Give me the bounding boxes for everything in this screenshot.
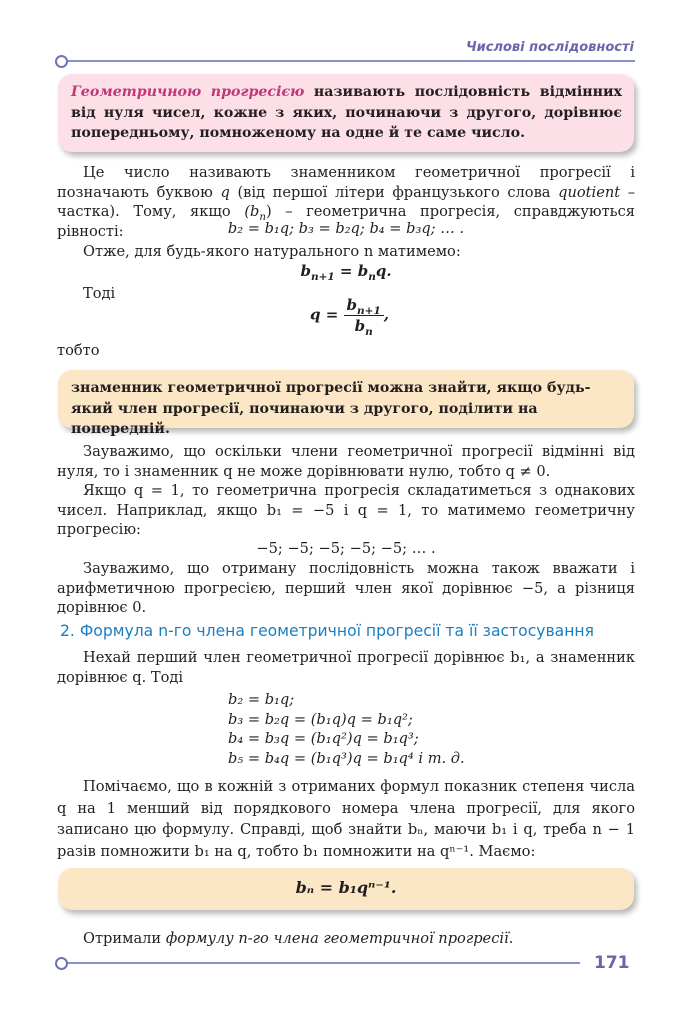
paragraph-arithmetic: Зауважимо, що отриману послідовність можна також вважати і арифметичною прогресією, перший член якої дорівнює −5, а різниця дорівнює 0. — [57, 560, 635, 616]
formula-nth-term: bₙ = b₁qⁿ⁻¹. — [295, 878, 397, 897]
derivation-line: b₂ = b₁q; — [228, 691, 295, 708]
paragraph-first-term: Нехай перший член геометричної прогресії дорівнює b₁, а знаменник дорівнює q. Тоді — [57, 649, 635, 686]
note-text: знаменник геометричної прогресії можна знайти, якщо будь-який член прогресії, починаючи з другого, поділити на попередній. — [71, 380, 591, 437]
paragraph-q-one: Якщо q = 1, то геометрична прогресія складатиметься з однакових чисел. Наприклад, якщо b₁ = −5 і q = 1, то матимемо геометричну прогресію: — [57, 482, 635, 538]
paragraph-exponent: Помічаємо, що в кожній з отриманих формул показник степеня числа q на 1 менший від порядкового номера члена прогресії, для якого записано цю формулу. Справді, щоб знайти bₙ, маючи b₁ і q, треба n − 1 разів помножити b₁ на q, тобто b₁ помножити на qⁿ⁻¹. Маємо: — [57, 778, 635, 860]
section-number: 2. — [60, 622, 75, 640]
p1-text-d: – геометрична прогресія, справджуються рівності: — [57, 203, 636, 240]
footer-rule — [60, 962, 580, 964]
formula-box — [58, 868, 634, 910]
p10-term: формулу n-го члена геометричної прогресії — [165, 930, 509, 947]
p1-seq-sub: n — [259, 211, 266, 223]
derivation-line: b₅ = b₄q = (b₁q³)q = b₁q⁴ і т. д. — [228, 749, 465, 767]
p10-end: . — [508, 930, 514, 947]
equation-derivation — [228, 690, 465, 768]
p1-q: q — [220, 183, 230, 201]
p1-text-c: – частка). Тому, якщо — [57, 183, 636, 220]
formula-ratio: q = $\frac{b_{n+1}}{b_n}$ , — [310, 296, 389, 338]
definition-term: Геометричною прогресією — [71, 84, 305, 100]
derivation-line: b₃ = b₂q = (b₁q)q = b₁q²; — [228, 710, 413, 728]
footer-rule-dot — [55, 957, 68, 970]
definition-text — [58, 74, 634, 144]
section-heading — [60, 622, 594, 640]
p1-seq-end: ) — [265, 203, 272, 220]
paragraph-natural-n: Отже, для будь-якого натурального n матимемо: — [83, 243, 461, 260]
p1-text-b: (від першої літери французького слова — [237, 183, 551, 201]
page-number: 171 — [594, 953, 630, 973]
word-thatis: тобто — [57, 342, 100, 359]
word-then: Тоді — [83, 285, 116, 302]
paragraph-conclusion — [57, 929, 635, 949]
header-rule-dot — [55, 55, 68, 68]
p1-word: quotient — [558, 183, 621, 201]
p1-text-a: Це число називають знаменником геометричної прогресії і позначають буквою — [57, 164, 635, 201]
p1-seq: (b — [244, 203, 260, 220]
definition-box — [58, 74, 634, 152]
header-rule — [60, 60, 635, 62]
equation-constant-sequence: −5; −5; −5; −5; −5; … . — [256, 540, 436, 557]
running-header: Числові послідовності — [466, 40, 634, 55]
derivation-line: b₄ = b₃q = (b₁q²)q = b₁q³; — [228, 730, 419, 747]
paragraph-nonzero: Зауважимо, що оскільки члени геометричної прогресії відмінні від нуля, то і знаменник q не може дорівнювати нулю, тобто q ≠ 0. — [57, 443, 635, 480]
note-box — [58, 370, 634, 437]
section-title: Формула n-го члена геометричної прогресії та її застосування — [79, 622, 595, 640]
equation-recurrences: b₂ = b₁q; b₃ = b₂q; b₄ = b₃q; … . — [227, 220, 465, 237]
definition-body: називають послідовність відмінних від нуля чисел, кожне з яких, починаючи з другого, дорівнює попередньому, помноженому на одне й те саме число. — [71, 84, 622, 141]
p10-text-a: Отримали — [83, 930, 162, 947]
formula-recurrence: $b_{n+1} = b_nq$. — [300, 262, 392, 283]
